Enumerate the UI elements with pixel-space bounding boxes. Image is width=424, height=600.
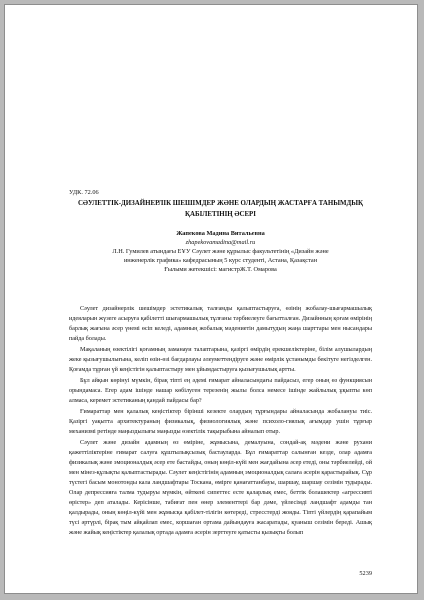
body-paragraph: Сәулет және дизайн адамның өз өміріне, жұмысына, демалуына, сондай-ақ мәдени және рухани қажеттіліктеріне ғимарат салуға құштылықсызық бастауларда. Бұл ғимараттар салынған кезде, олар адамға физикалық және эмоционалдық әсер ете бастайды, оның көңіл-күйі мен жағдайына әсер етеді, оны тәрбиелейді, ой мен мінез-құлықты қалыптастырады. Сәулет кеңістігінің адамның эмоционалдық салаға әсерін қарастырайық. Сұр түстегі басым монотонды кала ландшафтары Тоскана, өмірге қанағаттанбауы, шаршау, шаршау сезімін тудырады. Олар депрессияға талма тудыруы мүмкін, өйткені сипеттес есте қаларлық емес, беттік болашектер «агрессивті өрістер» деп аталады. Керісінше, табиғат пен өнер элементтері бар дәме, үйлесімді ландшафт адамды тан қалдырады, оның көңіл-күйі мен жұмысқа қабілет-тілігін көтереді, стресстерді жояды. Тіпті үйлердің қарапайым түсі әртүрлі, бірақ тым айқайлап емес, коршаған ортама дайындауға жасаратады, қуаныш сезімін береді. Ашық және жайық кеңістіктер қалалық ортада адамға әсерін зерттеуге қатысты қызықты болып (69, 440, 372, 536)
body-paragraph: Мақаланың өзектілігі қоғамның заманауи талаптарына, қазіргі өмірдің ерекшеліктеріне, білім алушылардың жеке қызығушылығына, келіп өзін-өзі бағдарлауы әлеуметтендіруге және өмірлік ұстанымды бекітуге негізделген. Қоғамда тұрған үй кеңістігін қалыптастыру мен ұйымдастыруға қызығушылық артты. (69, 347, 372, 373)
article-body (69, 304, 372, 539)
affiliation-line: инженерлік графика» кафедрасының 5 курс студенті, Астана, Қазақстан (123, 257, 318, 264)
article-title: СӘУЛЕТТІК-ДИЗАЙНЕРЛІК ШЕШІМДЕР ЖӘНЕ ОЛАРДЫҢ ЖАСТАРҒА ТАНЫМДЫҚ ҚАБІЛЕТІНІҢ ӘСЕРІ (77, 200, 364, 218)
page-number: 5239 (359, 570, 372, 577)
udk-code: УДК. 72.06 (69, 189, 99, 196)
body-paragraph: Бұл айқын көрінуі мүмкін, бірақ тіпті ең әдемі ғимарат айналасындағы пайдасыз, егер оның өз функциясын орындамаса. Егер адам ішінде нашар көбілуген терезенің жылы болса немесе ішінде жайлылық ұқыпты көп алмаса, керемет эстетиканың қандай пайдасы бар? (69, 378, 372, 404)
affiliation-block (69, 247, 372, 274)
author-name: Жапекова Мадина Витальевна (176, 230, 265, 237)
author-email[interactable]: zhapekovamadina@mail.ru (185, 239, 256, 246)
supervisor-line: Ғылыми жетекшісі: магистрЖ.Т. Омарова (164, 266, 277, 273)
body-paragraph: Сәулет дизайнерлік шешімдер эстетикалық талғамды қалыптастыруға, өзінің жобалау-шығармашылық идеяларын жүзеге асыруға қабілетті шығармашылық тұлғаны тәрбиелеуге бағытталған. Дизайнның қоғам өмірінің барлық жағына әсер үнемі өсіп келеді, адамның жобалық мәдениетін дамытудың жаңа шарттары мен нысандары пайда болады. (69, 306, 372, 342)
page-frame (4, 4, 418, 594)
affiliation-line: Л.Н. Гумилев атындағы ЕҰУ Сәулет және құрылыс факультетінің «Дизайн және (112, 248, 329, 255)
document-page (69, 5, 372, 593)
body-paragraph: Ғимараттар мен қалалық кеңістіктер бірінші кезекте олардың тұрғындары айналасында жобалануы тиіс. Қазіргі уақытта архитектураның физикалық, физиологиялық және психоло-гиялық ағымдар ушін тұрғыр механизмі ретінде маңыздылығы маңызды өзектілік тақырыбына айналып отыр. (69, 409, 372, 435)
